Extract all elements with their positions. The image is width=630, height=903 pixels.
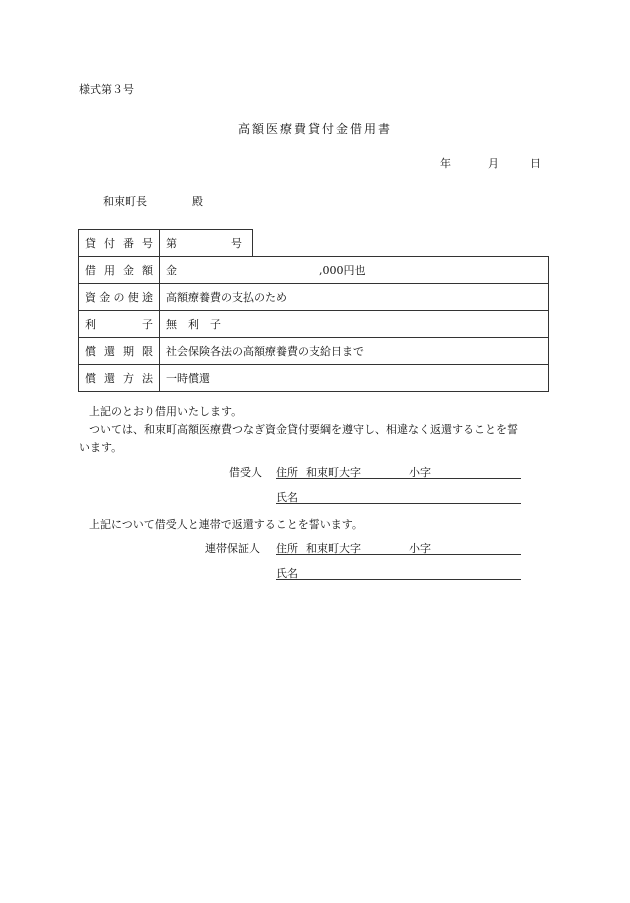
loan-no-suffix: 号 bbox=[231, 237, 242, 250]
body-line-1: 上記のとおり借用いたします。 bbox=[89, 405, 243, 418]
table-row bbox=[79, 365, 549, 392]
purpose-label: 資金の使途 bbox=[79, 284, 160, 311]
guarantor-address-field[interactable] bbox=[276, 540, 521, 555]
amount-field bbox=[160, 257, 549, 284]
guarantor-role: 連帯保証人 bbox=[205, 542, 260, 555]
guarantor-address-label: 住所 bbox=[276, 542, 298, 555]
date-line bbox=[440, 155, 541, 171]
period-label: 償還期限 bbox=[79, 338, 160, 365]
borrower-name-field[interactable] bbox=[276, 489, 521, 504]
period-value: 社会保険各法の高額療養費の支給日まで bbox=[160, 338, 549, 365]
guarantor-name-label: 氏名 bbox=[276, 567, 298, 580]
table-row bbox=[79, 257, 549, 284]
table-row bbox=[79, 284, 549, 311]
table-row bbox=[79, 311, 549, 338]
date-month: 月 bbox=[488, 157, 499, 170]
date-day: 日 bbox=[530, 157, 541, 170]
form-number: 様式第３号 bbox=[79, 83, 134, 96]
purpose-value: 高額療養費の支払のため bbox=[160, 284, 549, 311]
loan-table bbox=[78, 229, 549, 392]
table-row bbox=[79, 230, 549, 257]
loan-no-label: 貸付番号 bbox=[79, 230, 160, 257]
body-line-4: 上記について借受人と連帯で返還することを誓います。 bbox=[89, 518, 363, 531]
borrower-role: 借受人 bbox=[229, 466, 262, 479]
borrower-address-sub: 小字 bbox=[409, 466, 431, 479]
addressee-honorific: 殿 bbox=[192, 195, 203, 208]
loan-no-field bbox=[160, 230, 253, 257]
loan-no-prefix: 第 bbox=[166, 237, 177, 250]
guarantor-address-town: 和束町大字 bbox=[306, 542, 361, 555]
method-label: 償還方法 bbox=[79, 365, 160, 392]
borrower-address-field[interactable] bbox=[276, 464, 521, 479]
body-line-3: います。 bbox=[79, 441, 123, 454]
addressee bbox=[103, 193, 203, 209]
guarantor-address-sub: 小字 bbox=[409, 542, 431, 555]
interest-label: 利子 bbox=[79, 311, 160, 338]
interest-value: 無 利 子 bbox=[160, 311, 549, 338]
amount-prefix: 金 bbox=[166, 264, 177, 277]
borrower-address-town: 和束町大字 bbox=[306, 466, 361, 479]
body-line-2: ついては、和束町高額医療費つなぎ資金貸付要綱を遵守し、相違なく返還することを誓 bbox=[89, 423, 518, 436]
addressee-name: 和束町長 bbox=[103, 195, 147, 208]
method-value: 一時償還 bbox=[160, 365, 549, 392]
guarantor-name-field[interactable] bbox=[276, 565, 521, 580]
amount-suffix: ,000円也 bbox=[319, 264, 366, 277]
document-title: 高額医療費貸付金借用書 bbox=[237, 122, 392, 136]
amount-label: 借用金額 bbox=[79, 257, 160, 284]
borrower-name-label: 氏名 bbox=[276, 491, 298, 504]
borrower-address-label: 住所 bbox=[276, 466, 298, 479]
date-year: 年 bbox=[440, 157, 451, 170]
table-row bbox=[79, 338, 549, 365]
